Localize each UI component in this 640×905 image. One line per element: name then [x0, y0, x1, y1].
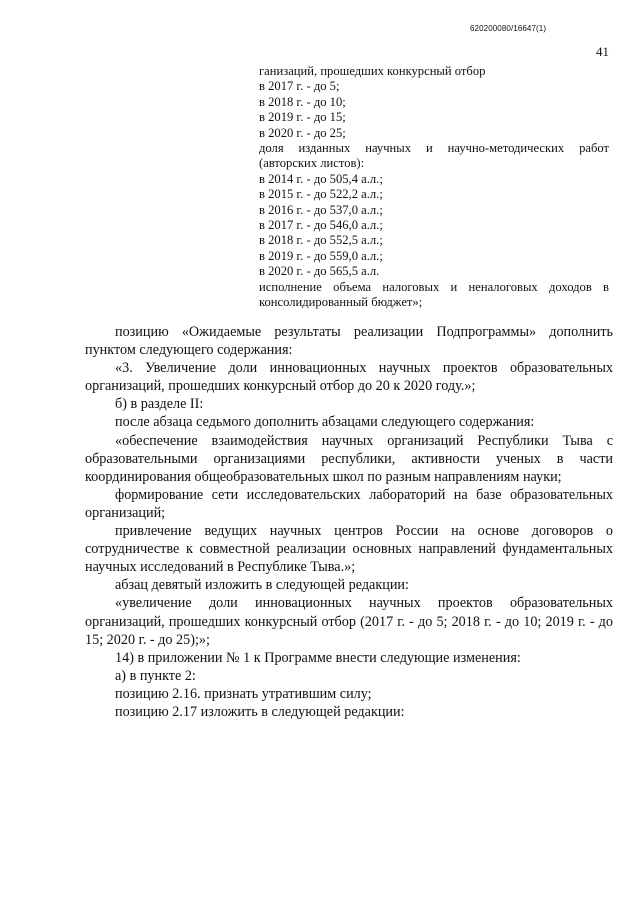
column-line: ганизаций, прошедших конкурсный отбор	[259, 64, 486, 78]
column-line: в 2018 г. - до 10;	[259, 94, 346, 109]
publications-heading: доля изданных научных и научно-методических работ (авторских листов):	[259, 141, 609, 171]
indicators-column	[259, 64, 609, 311]
paragraph: позицию «Ожидаемые результаты реализации Подпрограммы» дополнить пунктом следующего содержания:	[85, 324, 613, 359]
paragraph: позицию 2.16. признать утратившим силу;	[115, 685, 372, 702]
publications-line: в 2016 г. - до 537,0 а.л.;	[259, 202, 383, 217]
paragraph: привлечение ведущих научных центров России на основе договоров о сотрудничестве к совместной реализации основных направлений фундаментальных научных исследований в Республике Тыва.»;	[85, 523, 613, 576]
document-body	[85, 323, 613, 721]
publications-line: в 2018 г. - до 552,5 а.л.;	[259, 233, 383, 248]
publications-line: в 2014 г. - до 505,4 а.л.;	[259, 171, 383, 186]
publications-line: в 2017 г. - до 546,0 а.л.;	[259, 218, 383, 233]
budget-indicator: исполнение объема налоговых и неналоговых доходов в консолидированный бюджет»;	[259, 279, 609, 310]
paragraph: после абзаца седьмого дополнить абзацами следующего содержания:	[115, 414, 535, 431]
publications-line: в 2020 г. - до 565,5 а.л.	[259, 264, 380, 279]
paragraph: «обеспечение взаимодействия научных организаций Республики Тыва с образовательными организациями республики, активности ученых в части координирования общеобразовательных школ по разным направлениям науки;	[85, 432, 613, 485]
paragraph: б) в разделе II:	[115, 396, 204, 413]
paragraph: «увеличение доли инновационных научных проектов образовательных организаций, прошедших конкурсный отбор (2017 г. - до 5; 2018 г. - до 10; 2019 г. - до 15; 2020 г. - до 25);»;	[85, 595, 613, 648]
publications-line: в 2019 г. - до 559,0 а.л.;	[259, 248, 383, 263]
document-number: 620200080/16647(1)	[470, 24, 547, 33]
paragraph: а) в пункте 2:	[115, 667, 196, 684]
column-line: в 2020 г. - до 25;	[259, 125, 346, 140]
paragraph: «3. Увеличение доли инновационных научных проектов образовательных организаций, прошедших конкурсный отбор до 20 к 2020 году.»;	[85, 360, 613, 395]
column-line: в 2019 г. - до 15;	[259, 110, 346, 125]
column-line: в 2017 г. - до 5;	[259, 79, 340, 94]
paragraph: позицию 2.17 изложить в следующей редакции:	[115, 703, 405, 720]
page-number: 41	[596, 44, 609, 59]
paragraph: абзац девятый изложить в следующей редакции:	[115, 577, 409, 594]
paragraph: формирование сети исследовательских лабораторий на базе образовательных организаций;	[85, 486, 613, 521]
paragraph: 14) в приложении № 1 к Программе внести следующие изменения:	[115, 649, 521, 666]
publications-line: в 2015 г. - до 522,2 а.л.;	[259, 187, 383, 202]
